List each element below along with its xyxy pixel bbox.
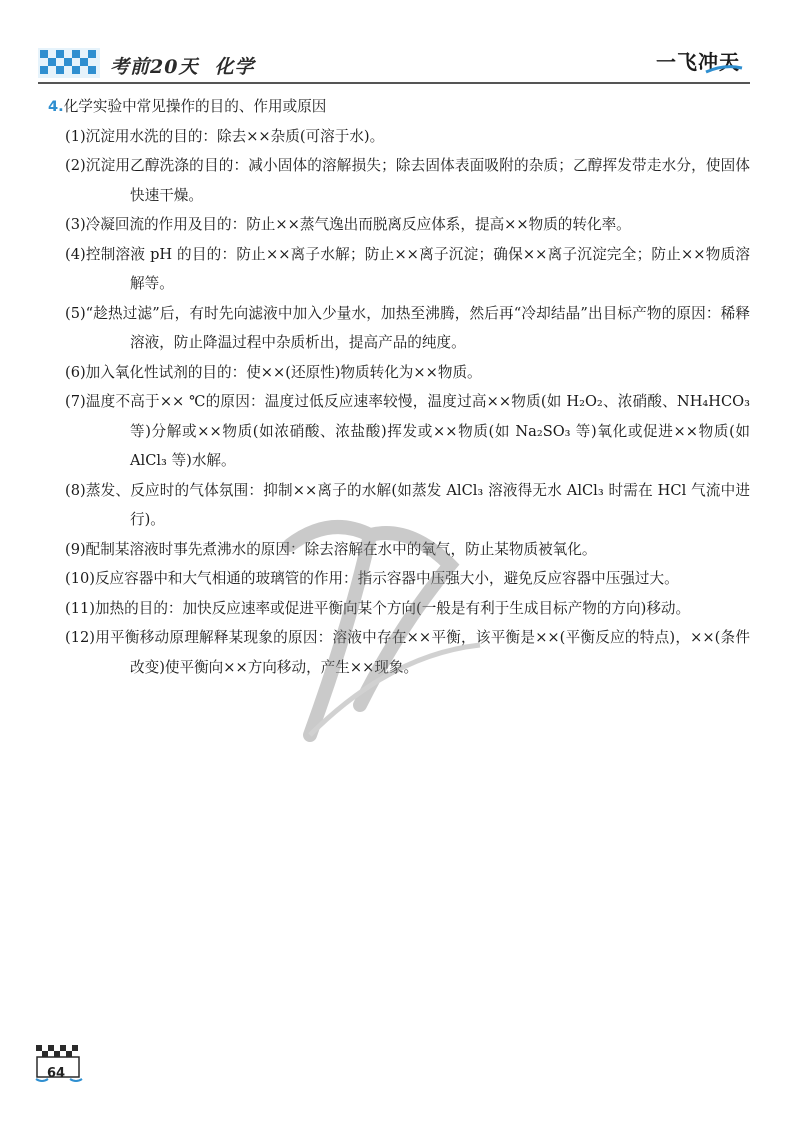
- list-item: (5)“趁热过滤”后，有时先向滤液中加入少量水，加热至沸腾，然后再“冷却结晶”出目标产物的原因：稀释溶液，防止降温过程中杂质析出，提高产品的纯度。: [65, 304, 750, 351]
- list-item: (2)沉淀用乙醇洗涤的目的：减小固体的溶解损失；除去固体表面吸附的杂质；乙醇挥发带走水分，使固体快速干燥。: [65, 157, 750, 204]
- list-item: (8)蒸发、反应时的气体氛围：抑制××离子的水解(如蒸发 AlCl₃ 溶液得无水 AlCl₃ 时需在 HCl 气流中进行)。: [65, 481, 750, 528]
- book-title: 考前20天 化学: [110, 56, 255, 78]
- list-item: (11)加热的目的：加快反应速率或促进平衡向某个方向(一般是有利于生成目标产物的方向)移动。: [65, 599, 691, 617]
- section-heading: [48, 92, 750, 122]
- page-header: [0, 0, 800, 92]
- list-item: (7)温度不高于×× ℃的原因：温度过低反应速率较慢，温度过高××物质(如 H₂O₂、浓硝酸、NH₄HCO₃ 等)分解或××物质(如浓硝酸、浓盐酸)挥发或××物质(如 Na₂SO₃ 等)氧化或促进××物质(如 AlCl₃ 等)水解。: [65, 393, 750, 469]
- section-title-text: 化学实验中常见操作的目的、作用或原因: [63, 98, 327, 115]
- checker-logo-icon: [38, 48, 100, 78]
- list-item: (9)配制某溶液时事先煮沸水的原因：除去溶解在水中的氧气，防止某物质被氧化。: [65, 540, 597, 558]
- list-item: (6)加入氧化性试剂的目的：使××(还原性)物质转化为××物质。: [65, 363, 482, 381]
- page-number: 64: [47, 1066, 66, 1081]
- brand-logo: 一飞冲天: [656, 50, 740, 74]
- subject-label: 化学: [214, 56, 255, 78]
- list-item: (3)冷凝回流的作用及目的：防止××蒸气逸出而脱离反应体系，提高××物质的转化率。: [65, 216, 631, 233]
- section-number: 4.: [48, 98, 64, 115]
- list-item: (1)沉淀用水洗的目的：除去××杂质(可溶于水)。: [65, 127, 385, 145]
- main-content: [50, 92, 750, 682]
- list-item: (10)反应容器中和大气相通的玻璃管的作用：指示容器中压强大小，避免反应容器中压强过大。: [65, 570, 679, 587]
- header-divider: [38, 82, 750, 84]
- list-item: (12)用平衡移动原理解释某现象的原因：溶液中存在××平衡，该平衡是××(平衡反应的特点)，××(条件改变)使平衡向××方向移动，产生××现象。: [65, 629, 750, 676]
- brand-swoosh-icon: [704, 62, 744, 76]
- list-item: (4)控制溶液 pH 的目的：防止××离子水解；防止××离子沉淀；确保××离子沉淀完全；防止××物质溶解等。: [65, 245, 750, 292]
